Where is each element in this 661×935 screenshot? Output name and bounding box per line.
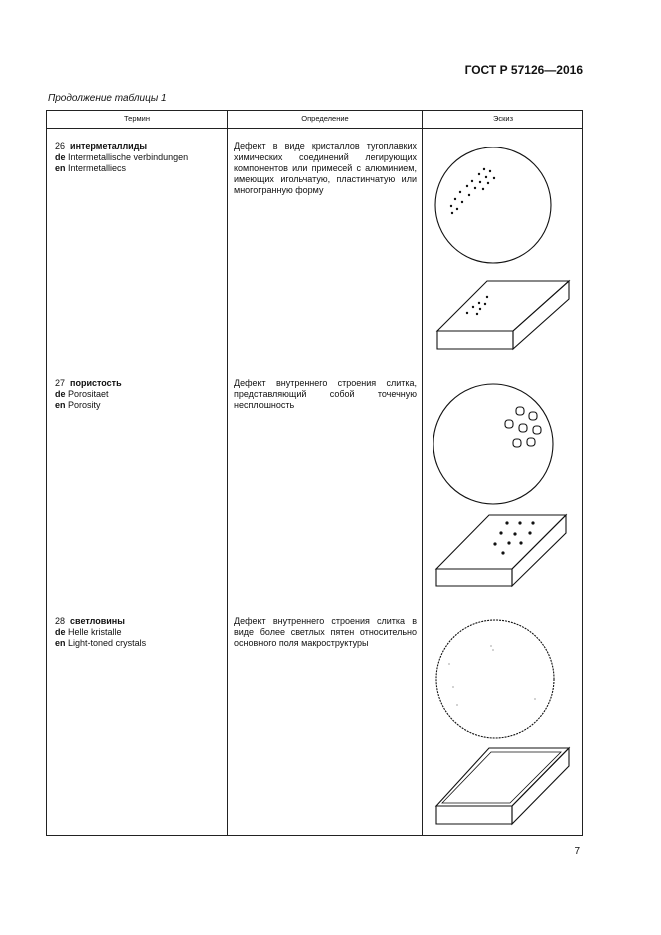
- definition-cell: Дефект в виде кристаллов тугоплавких химических соединений легирующих компонентов или примесей с алюминием, имеющих игольчатую, пластинчатую или многогранную форму: [234, 141, 417, 195]
- term-en: en Porosity: [55, 400, 101, 410]
- slab-pores: [493, 521, 534, 554]
- term-de: de Helle kristalle: [55, 627, 122, 637]
- header-divider: [47, 128, 582, 129]
- column-header-sketch: Эскиз: [492, 114, 514, 123]
- definition-cell: Дефект внутреннего строения слитка, представляющий собой точечную несплошность: [234, 378, 417, 410]
- ingot-slab: [436, 515, 566, 586]
- column-divider: [422, 111, 423, 835]
- term-title: [55, 616, 225, 627]
- term-cell: [55, 616, 225, 649]
- pore-marks: [505, 407, 541, 447]
- term-en: en Intermetalliecs: [55, 163, 127, 173]
- intermetallic-particles: [450, 168, 495, 214]
- term-de: de Intermetallische verbindungen: [55, 152, 189, 162]
- ingot-slab: [437, 281, 569, 349]
- page-number: 7: [574, 846, 580, 857]
- document-code: ГОСТ Р 57126—2016: [464, 63, 583, 77]
- term-number: 27: [55, 378, 66, 388]
- sketch-light-toned-crystals: [433, 619, 573, 831]
- term-number: 28: [55, 616, 66, 626]
- term-ru: светловины: [70, 616, 125, 626]
- term-cell: [55, 141, 225, 174]
- table-caption: Продолжение таблицы 1: [48, 93, 167, 104]
- light-spot-dots: [448, 645, 535, 705]
- column-header-term: Термин: [124, 114, 150, 123]
- definition-cell: Дефект внутреннего строения слитка в виде более светлых пятен относительно основного поля макроструктуры: [234, 616, 417, 648]
- macro-section-circle: [436, 620, 554, 738]
- term-title: [55, 378, 225, 389]
- term-ru: пористость: [70, 378, 122, 388]
- sketch-intermetallics: [433, 147, 573, 363]
- term-de: de Porositaet: [55, 389, 109, 399]
- terms-table: [46, 110, 583, 836]
- column-divider: [227, 111, 228, 835]
- term-number: 26: [55, 141, 66, 151]
- ingot-slab: [436, 748, 569, 824]
- term-en: en Light-toned crystals: [55, 638, 147, 648]
- term-title: [55, 141, 225, 152]
- sketch-porosity: [433, 383, 573, 593]
- term-ru: интерметаллиды: [70, 141, 148, 151]
- column-header-definition: Определение: [301, 114, 349, 123]
- macro-section-circle: [435, 147, 551, 263]
- term-cell: [55, 378, 225, 411]
